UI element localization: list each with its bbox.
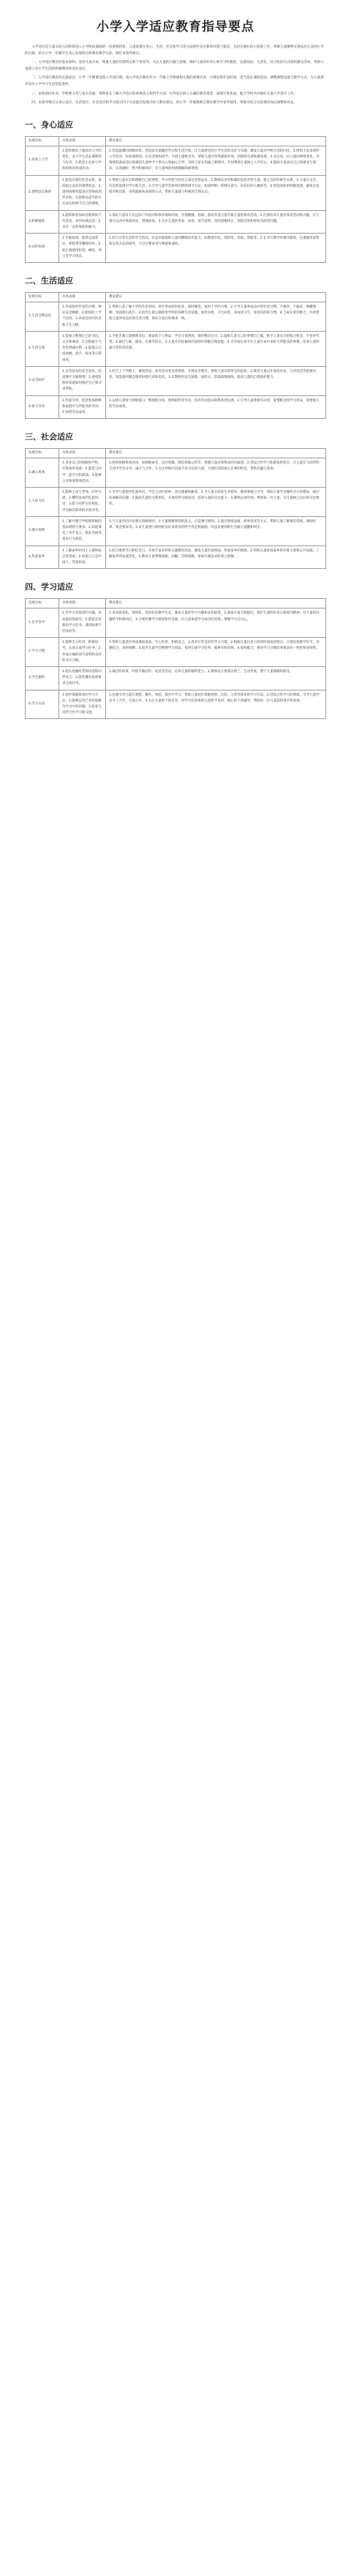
advice-cell: 1.注重引导儿童在观察、操作、体验、探究中学习，帮助儿童初步掌握观察、比较、分类等简单的学习方法。2.创设合作学习的情境，引导儿童学会分工合作、交流分享。3.关注儿童的个体差异，对学习有困难的儿童给予及时、耐心的个别辅导，帮助每一位儿童获得进步和发展。 xyxy=(106,690,326,719)
advice-cell: 1.安排儿童参与班级值日、整理图书角、照料植物等劳动，培养劳动意识和集体责任感。2.引导儿童尊重劳动者，爱惜粮食和学习用品，珍惜他人的劳动成果。 xyxy=(106,395,326,419)
dev-goal-cell: 1.乐学善学 xyxy=(26,608,59,638)
table-row xyxy=(26,175,326,210)
dev-goal-cell: 3.安全防护 xyxy=(26,366,59,395)
table-row xyxy=(26,488,326,517)
advice-cell: 1.与儿童共同讨论制定班级规则，让儿童理解规则的意义，自觉遵守规则。2.通过情境表演、故事讲述等方式，帮助儿童了解课堂常规、课间纪律、集会要求等。3.对儿童遵守规则的良好表现及时给予肯定和鼓励，对违反规则的行为耐心提醒和纠正。 xyxy=(106,516,326,546)
column-header-perf: 具体表现 xyxy=(59,599,106,608)
dev-goal-cell: 1.喜欢上小学 xyxy=(26,146,59,175)
performance-cell: 1.能认真倾听老师讲话和同伴发言；2.能听懂并按照要求完成任务。 xyxy=(59,666,106,690)
table-row xyxy=(26,516,326,546)
table-row xyxy=(26,395,326,419)
performance-cell: 1.了解并遵守学校和班级的基本规则与要求；2.知道课堂上举手发言、排队等候等基本行为规范。 xyxy=(59,516,106,546)
advice-cell: 1.引导儿童使用礼貌用语，学会主动打招呼、表达感谢和歉意。2.当儿童之间发生矛盾时，教师要耐心引导，帮助儿童学会倾听对方的想法，通过协商解决问题。3.鼓励儿童结交新朋友，开展同伴互助活动，培养儿童的交往能力。4.教师以身作则，尊重每一位儿童，为儿童树立良好的交往榜样。 xyxy=(106,488,326,517)
table-row xyxy=(26,331,326,366)
performance-cell: 1.能积极参加体育锻炼和户外活动，动作协调灵活；2.具有一定的体能和耐力。 xyxy=(59,210,106,234)
performance-cell: 1.初步掌握简单的学习方法；2.能够运用已有经验解决学习中的问题；3.愿意与同伴合作学习和交流。 xyxy=(59,690,106,719)
dev-goal-cell: 4.动作协调 xyxy=(26,234,59,263)
column-header-dev: 发展目标 xyxy=(26,136,59,146)
performance-cell: 1.能够主动与老师、同学交流；2.懂得基本的礼貌用语；3.能与同伴友好相处，学会解决简单的矛盾冲突。 xyxy=(59,488,106,517)
table-row xyxy=(26,690,326,719)
table-row xyxy=(26,608,326,638)
table-header-row xyxy=(26,293,326,302)
performance-cell: 1.了解家乡的风土人情和标志性景观；2.知道自己是中国人，热爱祖国。 xyxy=(59,546,106,569)
advice-cell: 1.采用游戏化、情境化、活动化的教学方式，激发儿童的学习兴趣和求知欲望。2.鼓励儿童大胆提问，保护儿童的好奇心和探究精神，对儿童的问题给予积极回应。3.合理控制学习难度和作业量，让儿童体验学习成功的喜悦，增强学习自信心。 xyxy=(106,608,326,638)
performance-cell: 1.手眼协调，能够完成穿衣、系鞋带等精细动作；2.能正确使用铅笔、橡皮、剪刀等学习用具。 xyxy=(59,234,106,263)
dev-goal-cell: 3.遵守规则 xyxy=(26,516,59,546)
dev-goal-cell: 2.生活自理 xyxy=(26,331,59,366)
performance-cell: 1.能够专心听讲，积极思考，认真完成学习任务；2.养成正确的读写姿势和良好的书写习惯。 xyxy=(59,638,106,667)
dev-goal-cell: 2.情绪安定愉快 xyxy=(26,175,59,210)
advice-cell: 1.组织班级集体活动，如班级命名、设计班徽、制定班级公约等，增强儿童对班集体的归属感。2.创设合作学习和游戏的机会，让儿童在与同伴的互动中学会分享、谦让与合作。3.关注性格内向或不善交往的儿童，为他们创造展示自我的机会，帮助其融入集体。 xyxy=(106,458,326,488)
performance-cell: 1.能独立整理自己的书包、文具和课桌；2.会根据天气变化增减衣物；3.能独立完成如厕、洗手、喝水等日常事务。 xyxy=(59,331,106,366)
column-header-advice: 教育建议 xyxy=(106,136,326,146)
advice-cell: 1.帮助儿童了解小学的作息时间，逐步养成按时起床、按时睡觉、按时上学的习惯。2.引导儿童养成良好的饮食习惯，不挑食、不偏食，细嚼慢咽，饭前便后洗手。3.指导儿童正确使用学校的各种生活设施，如饮水机、卫生间等，养成讲卫生、爱清洁的好习惯。4.与家长密切配合，共同督促儿童养成良好的生活习惯，保证在家在校要求一致。 xyxy=(106,302,326,332)
column-header-dev: 发展目标 xyxy=(26,449,59,458)
advice-cell: 1.通过听故事、听指令做动作、复述等活动，培养儿童的倾听能力。2.教师语言要简洁明了、生动形象，便于儿童理解和接受。 xyxy=(106,666,326,690)
column-header-advice: 教育建议 xyxy=(106,599,326,608)
intro-paragraph: 四、本指导要点从身心适应、生活适应、社会适应和学习适应四个方面提出发展目标与教育建议，供小学一年级教师在教育教学中参考使用，各地可结合实际情况加以调整和补充。 xyxy=(31,101,298,105)
advice-cell: 1.帮助儿童逐步养成课前准备、专心听讲、积极发言、认真书写等良好的学习习惯。2.根据儿童注意力持续时间短的特点，合理安排教学环节，动静结合，适时调整。3.指导儿童学会整理学习用品，按时完成学习任务，做事有始有终。4.家校配合，保持学习习惯培养要求的一致性和连续性。 xyxy=(106,638,326,667)
performance-cell: 1.能适应新的作息安排，保持稳定良好的情绪状态；2.遇到困难时愿意向老师或同伴求助；3.能够以适当的方式表达和调节自己的情绪。 xyxy=(59,175,106,210)
dev-goal-cell: 2.人际交往 xyxy=(26,488,59,517)
advice-cell: 1.保证儿童每天充足的户外活动和体育锻炼时间，开展跳绳、拍球、游戏等适合低年级儿童的体育活动。2.注重培养儿童对体育活动的兴趣，让儿童在运动中体验快乐、增强体质。3.关注儿童的坐姿、站姿、读写姿势，及时提醒纠正，预防近视和脊柱弯曲等问题。 xyxy=(106,210,326,234)
section-heading: 二、生活适应 xyxy=(25,276,73,286)
column-header-advice: 教育建议 xyxy=(106,293,326,302)
table-row xyxy=(26,546,326,569)
table-row xyxy=(26,366,326,395)
dev-goal-cell: 2.学习习惯 xyxy=(26,638,59,667)
section-heading: 一、身心适应 xyxy=(25,119,73,130)
advice-cell: 1.帮助儿童认识和理解自己的情绪，学习用恰当的语言表达喜怒哀乐。2.教师以亲切和蔼的态度对待儿童，建立良好的师生关系，让儿童在安全、信任的氛围中学习和生活。3.引导儿童学会简单的情绪调节方法，如深呼吸、转移注意力、向信任的人倾诉等。4.创设宽松的班级氛围，避免过度批评和比较，多用鼓励和表扬的方式，帮助儿童建立积极的自我认识。 xyxy=(106,175,326,210)
performance-cell: 1.具有基本的安全意识，知道遵守交通规则；2.遇到危险时知道如何保护自己和寻求帮助。 xyxy=(59,366,106,395)
performance-cell: 1.能积极向上地面对入学的变化，对小学生活充满期待与好奇；2.愿意主动参与学校组织的各项活动。 xyxy=(59,146,106,175)
guidance-table xyxy=(25,292,326,419)
dev-goal-cell: 3.学会倾听 xyxy=(26,666,59,690)
guidance-table xyxy=(25,598,326,719)
column-header-perf: 具体表现 xyxy=(59,136,106,146)
dev-goal-cell: 4.参与劳动 xyxy=(26,395,59,419)
table-row xyxy=(26,666,326,690)
section-heading: 四、学习适应 xyxy=(25,582,73,592)
performance-cell: 1.养成按时作息的习惯，保证充足睡眠；2.能按时上学不迟到；3.养成良好的饮食和卫生习惯。 xyxy=(59,302,106,332)
document-title: 小学入学适应教育指导要点 xyxy=(97,20,254,34)
advice-cell: 1.结合重要节日和纪念日，开展丰富多样的主题教育活动，激发儿童热爱祖国、热爱家乡的情感。2.组织儿童参观家乡的名胜古迹和公共设施，了解家乡的发展变化。3.教育儿童尊敬国旗、国徽，会唱国歌，参加升旗仪式时肃立致敬。 xyxy=(106,546,326,569)
advice-cell: 1.手把手教儿童整理书包、课桌和个人物品，学会分类摆放，保持整洁有序。2.鼓励儿童自己的事情自己做，给予儿童充分的练习机会，不包办代替。3.通过儿歌、游戏、比赛等形式，让儿童在轻松愉快的氛围中掌握自理技能。4.引导家长放手让儿童在家中承担力所能及的事情，培养儿童的独立性和责任感。 xyxy=(106,331,326,366)
column-header-perf: 具体表现 xyxy=(59,293,106,302)
performance-cell: 1.喜欢自己的班级和学校，有集体荣誉感；2.愿意与同学一起学习和游戏；3.能够主动参加集体活动。 xyxy=(59,458,106,488)
intro-paragraph: 二、入学适应教育的实施途径。小学一年级要设置入学适应期，将入学适应教育作为一年级上学期课程实施的重要内容，合理安排作息时间，适当延长课间活动，调整课程设置与教学方式，为儿童逐步适应小学学习生活创造条件。 xyxy=(25,76,324,86)
table-header-row xyxy=(26,449,326,458)
intro-paragraph: 三、家校协同共育。学校要主动与家长沟通，帮助家长了解入学适应的重要意义和科学方法，引导家长树立正确的教育观念，减缓过度焦虑，配合学校共同做好儿童入学适应工作。 xyxy=(31,92,298,96)
table-row xyxy=(26,234,326,263)
performance-cell: 1.对学习有浓厚的兴趣，喜欢提问和探究；2.愿意尝试新的学习任务，遇到困难不轻易放弃。 xyxy=(59,608,106,638)
column-header-perf: 具体表现 xyxy=(59,449,106,458)
table-header-row xyxy=(26,136,326,146)
intro-paragraph: 一、入学适应教育的基本原则。坚持儿童为本，尊重儿童的年龄特点和个体差异，关注儿童的兴趣与需要，保护儿童的好奇心和学习积极性，以游戏化、生活化、综合化的方式组织教育活动，帮助儿童建立对小学生活的积极期待和良好适应。 xyxy=(25,61,324,71)
table-row xyxy=(26,458,326,488)
dev-goal-cell: 1.生活习惯良好 xyxy=(26,302,59,332)
table-row xyxy=(26,302,326,332)
intro-paragraph: 入学适应是儿童从幼儿园阶段进入小学阶段面临的一次重要转折，儿童需要在身心、生活、社会和学习等方面逐步适应新的环境与要求。为切实做好幼小衔接工作，帮助儿童顺利实现从幼儿园到小学的过渡，结合小学一年级学生身心发展特点和教育教学实际，制定本指导要点。 xyxy=(25,45,324,56)
table-row xyxy=(26,146,326,175)
dev-goal-cell: 1.融入集体 xyxy=(26,458,59,488)
intro-section xyxy=(25,45,326,107)
guidance-table xyxy=(25,136,326,263)
guidance-table xyxy=(25,448,326,569)
section-heading: 三、社会适应 xyxy=(25,432,73,442)
dev-goal-cell: 4.学习方法 xyxy=(26,690,59,719)
column-header-dev: 发展目标 xyxy=(26,599,59,608)
dev-goal-cell: 3.积极锻炼 xyxy=(26,210,59,234)
performance-cell: 1.热爱劳动，愿意参加班级和家庭中力所能及的劳动；2.珍惜劳动成果。 xyxy=(59,395,106,419)
column-header-advice: 教育建议 xyxy=(106,449,326,458)
table-row xyxy=(26,210,326,234)
advice-cell: 1.营造温馨的班级环境，创设富有童趣的学习和生活空间，让儿童感受到小学生活的美好与乐趣，激发儿童对学校生活的向往。2.组织丰富多彩的入学活动，如参观校园、认识老师和同学、开展主题班会等，帮助儿童尽快熟悉新环境，消除陌生感和紧张感。3.关注每一位儿童的情绪变化，对情绪低落或适应困难的儿童给予个别关心和耐心引导，及时与家长沟通了解情况，共同帮助儿童树立入学信心。4.鼓励儿童表达自己的感受与想法，认真倾听，给予积极回应，让儿童体验到被理解和被尊重。 xyxy=(106,146,326,175)
column-header-dev: 发展目标 xyxy=(26,293,59,302)
advice-cell: 1.结合上下学路上、课间活动、体育活动等具体情境，开展安全教育，帮助儿童识别常见的危险。2.教育儿童记住家庭住址、父母电话等重要信息，知道遇到紧急情况时拨打求助电话。3.定期组织安全演练，如防火、防震疏散演练，提高儿童的自我保护能力。 xyxy=(106,366,326,395)
advice-cell: 1.结合日常生活和学习活动，有意识地锻炼儿童的精细动作能力，如整理书包、削铅笔、折纸、剪贴等。2.在书写教学中循序渐进，注重握笔姿势和运笔方法的指导，不过早要求书写数量和速度。 xyxy=(106,234,326,263)
table-header-row xyxy=(26,599,326,608)
dev-goal-cell: 4.热爱家乡 xyxy=(26,546,59,569)
table-row xyxy=(26,638,326,667)
